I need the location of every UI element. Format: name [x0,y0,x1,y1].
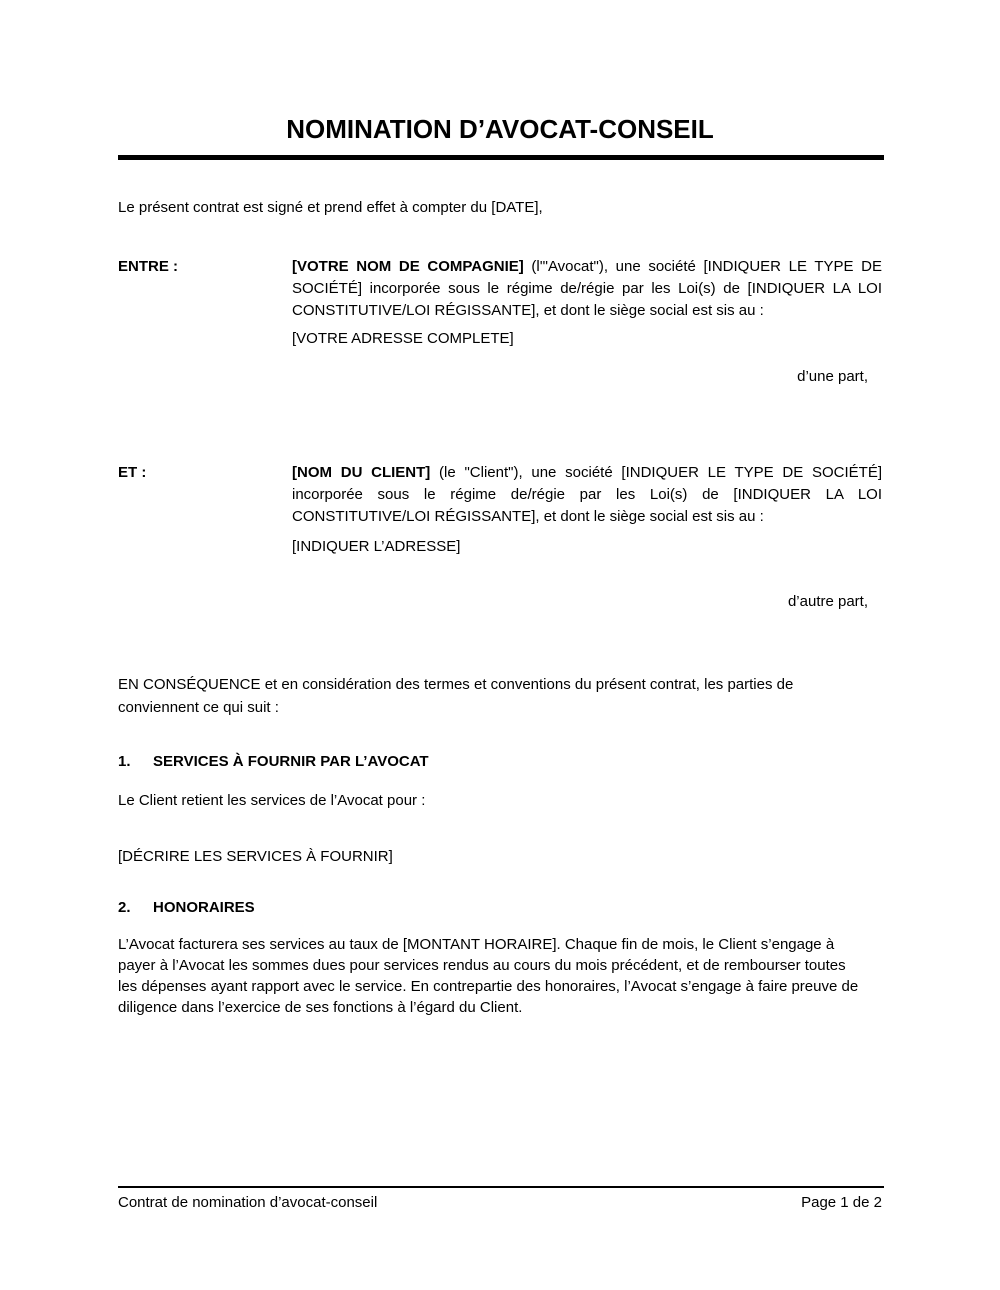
section-1-heading [118,751,882,773]
title-rule [118,155,884,160]
section-2-number: 2. [118,899,131,916]
section-1-heading-text: SERVICES À FOURNIR PAR L’AVOCAT [153,753,429,770]
closing-dautre-part: d’autre part, [787,593,868,610]
party-label-et: ET : [118,464,147,481]
party-description-text-entre: (l'"Avocat"), une société [INDIQUER LE TYPE DE SOCIÉTÉ] incorporée sous le régime de/régie par les Loi(s) de [INDIQUER LA LOI CONSTITUTIVE/LOI RÉGISSANTE], et dont le siège social est sis au : [292,258,882,319]
section-2-heading [118,897,882,919]
footer-page-number: Page 1 de 2 [801,1194,882,1211]
party-name-placeholder-company: [VOTRE NOM DE COMPAGNIE] [292,258,524,275]
party-name-placeholder-client: [NOM DU CLIENT] [292,464,431,481]
footer-rule [118,1186,884,1188]
party-address-et: [INDIQUER L’ADRESSE] [292,538,461,555]
section-1-number: 1. [118,753,131,770]
party-address-entre: [VOTRE ADRESSE COMPLETE] [292,330,514,347]
closing-dune-part: d’une part, [797,368,868,385]
section-2-heading-text: HONORAIRES [153,899,255,916]
section-1-services-placeholder: [DÉCRIRE LES SERVICES À FOURNIR] [118,848,393,865]
footer-document-name: Contrat de nomination d’avocat-conseil [118,1194,378,1211]
section-2-paragraph: L’Avocat facturera ses services au taux de [MONTANT HORAIRE]. Chaque fin de mois, le Client s’engage à payer à l’Avocat les sommes dues pour services rendus au cours du mois précédent, et de rembourser toutes les dépenses ayant rapport avec le service. En contrepartie des honoraires, l’Avocat s’engage à faire preuve de diligence dans l’exercice de ses fonctions à l’égard du Client. [118,936,859,1016]
party-description-entre [292,256,882,322]
party-block-et [118,462,882,528]
party-description-text-et: (le "Client"), une société [INDIQUER LE TYPE DE SOCIÉTÉ] incorporée sous le régime de/régie par les Loi(s) de [INDIQUER LA LOI CONSTITUTIVE/LOI RÉGISSANTE], et dont le siège social est sis au : [292,464,882,525]
section-1-paragraph: Le Client retient les services de l’Avocat pour : [118,792,426,809]
party-block-entre [118,256,882,322]
intro-paragraph: Le présent contrat est signé et prend effet à compter du [DATE], [118,199,543,216]
consequence-paragraph: EN CONSÉQUENCE et en considération des termes et conventions du présent contrat, les parties de conviennent ce qui suit : [118,676,794,716]
party-label-entre: ENTRE : [118,258,178,275]
document-title: NOMINATION D’AVOCAT-CONSEIL [286,114,714,144]
party-description-et [292,462,882,528]
footer [118,1192,882,1214]
